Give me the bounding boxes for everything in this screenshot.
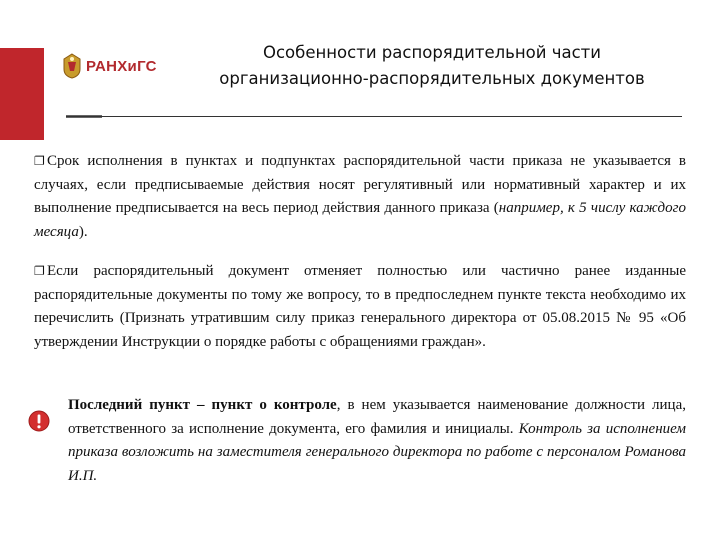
slide-title: [166, 40, 698, 92]
paragraph-control-text: , в нем указывается наименование должности лица, ответственного за исполнение документа, его фамилия и инициалы.: [68, 397, 686, 437]
logo-text: РАНХиГС: [86, 57, 157, 75]
paragraph-cancellation-text: Если распорядительный документ отменяет полностью или частично ранее изданные распорядительные документы по тому же вопросу, то в предпоследнем пункте текста необходимо их перечислить (Признать утратившим силу приказ генерального директора от 05.08.2015 № 95 «Об утверждении Инструкции о порядке работы с обращениями граждан».: [34, 263, 686, 350]
warning-icon: [28, 410, 50, 432]
paragraph-deadline-example: например, к 5 числу каждого месяца: [34, 200, 686, 240]
checkbox-bullet-icon: ❐: [34, 154, 45, 168]
emblem-icon: [62, 53, 82, 79]
title-line-2: организационно-распорядительных документов: [219, 69, 645, 88]
paragraph-control-lead: Последний пункт – пункт о контроле: [68, 397, 337, 413]
paragraph-deadline-text: Срок исполнения в пунктах и подпунктах распорядительной части приказа не указывается в случаях, если предписываемые действия носят регулятивный или нормативный характер и их выполнение предписывается на весь период действия данного приказа (: [34, 153, 686, 216]
checkbox-bullet-icon: ❐: [34, 264, 45, 278]
paragraph-deadline-end: ).: [78, 223, 88, 240]
red-accent-bar: [0, 48, 44, 140]
title-underline: [66, 116, 682, 117]
paragraph-cancellation: [34, 260, 686, 354]
paragraph-control-example: Контроль за исполнением приказа возложить на заместителя генерального директора по работе с персоналом Романова И.П.: [68, 420, 686, 484]
paragraph-control: [68, 394, 686, 488]
paragraph-deadline: [34, 150, 686, 244]
title-line-1: Особенности распорядительной части: [262, 43, 602, 62]
